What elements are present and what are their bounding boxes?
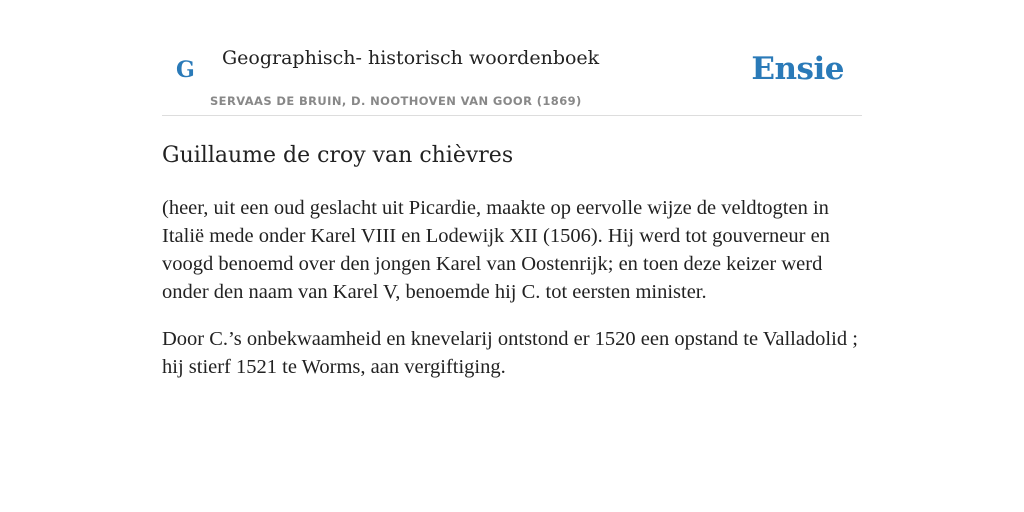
entry-paragraph: (heer, uit een oud geslacht uit Picardie, maakte op eervolle wijze de veldtogten in Italië mede onder Karel VIII en Lodewijk XII (1506). Hij werd tot gouverneur en voogd benoemd over den jongen Karel van Oostenrijk; en toen deze keizer werd onder den naam van Karel V, benoemde hij C. tot eersten minister. — [162, 197, 830, 303]
entry-paragraph: Door C.’s onbekwaamheid en knevelarij ontstond er 1520 een opstand te Valladolid ; hij stierf 1521 te Worms, aan vergiftiging. — [162, 328, 858, 378]
book-header — [162, 0, 862, 116]
book-letter-icon[interactable]: G — [176, 57, 195, 83]
ensie-logo[interactable]: Ensie — [751, 51, 844, 87]
entry-body — [162, 194, 862, 381]
entry-title: Guillaume de croy van chièvres — [162, 143, 514, 168]
page — [162, 0, 862, 400]
book-author: SERVAAS DE BRUIN, D. NOOTHOVEN VAN GOOR (1869) — [210, 94, 582, 108]
book-title-link[interactable]: Geographisch- historisch woordenboek — [222, 47, 600, 69]
